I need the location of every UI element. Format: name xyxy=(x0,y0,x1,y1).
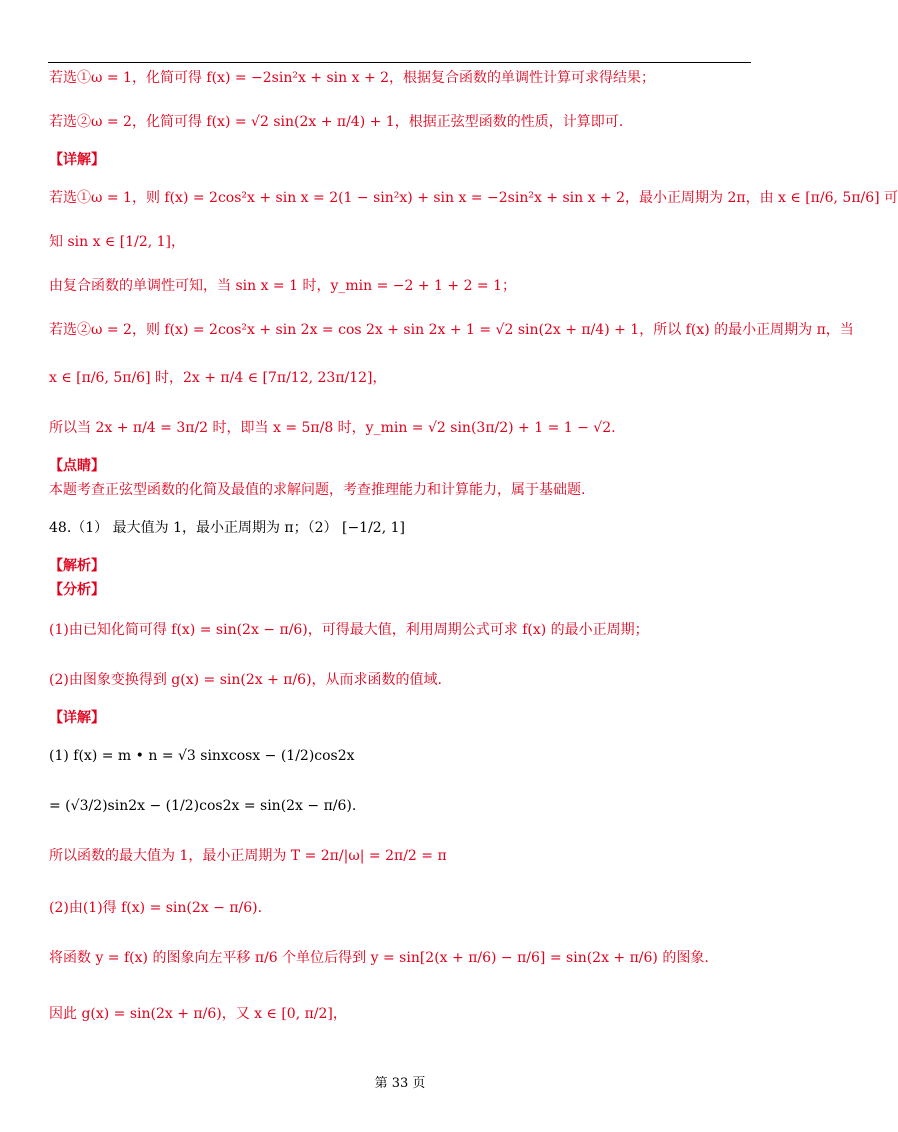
text-line: 知 sin x ∈ [1/2, 1]， xyxy=(49,234,186,250)
text-line: 所以当 2x + π/4 = 3π/2 时，即当 x = 5π/8 时，y_min = √2 sin(3π/2) + 1 = 1 − √2. xyxy=(49,420,616,436)
text-line: (2)由图象变换得到 g(x) = sin(2x + π/6)，从而求函数的值域. xyxy=(49,672,443,688)
text-line: (1)由已知化简可得 f(x) = sin(2x − π/6)，可得最大值，利用周期公式可求 f(x) 的最小正周期； xyxy=(49,622,649,638)
text-line: (2)由(1)得 f(x) = sin(2x − π/6). xyxy=(49,900,263,916)
section-heading: 【详解】 xyxy=(49,710,105,726)
section-heading: 【分析】 xyxy=(49,582,105,598)
text-line: (1) f(x) = m • n = √3 sinxcosx − (1/2)cos2x xyxy=(49,748,355,764)
section-heading: 【详解】 xyxy=(49,152,105,168)
text-line: 所以函数的最大值为 1，最小正周期为 T = 2π/|ω| = 2π/2 = π xyxy=(49,848,447,864)
text-line: 若选②ω = 2，化简可得 f(x) = √2 sin(2x + π/4) + 1，根据正弦型函数的性质，计算即可. xyxy=(49,114,624,130)
text-line: 若选②ω = 2，则 f(x) = 2cos²x + sin 2x = cos 2x + sin 2x + 1 = √2 sin(2x + π/4) + 1，所以 f(x) 的最小正周期为 π，当 xyxy=(49,322,854,338)
text-line: 本题考查正弦型函数的化简及最值的求解问题，考查推理能力和计算能力，属于基础题. xyxy=(49,482,586,498)
section-heading: 【解析】 xyxy=(49,558,105,574)
text-line: = (√3/2)sin2x − (1/2)cos2x = sin(2x − π/6). xyxy=(49,798,357,814)
text-line: 将函数 y = f(x) 的图象向左平移 π/6 个单位后得到 y = sin[2(x + π/6) − π/6] = sin(2x + π/6) 的图象. xyxy=(49,950,709,966)
text-line: 若选①ω = 1，则 f(x) = 2cos²x + sin x = 2(1 − sin²x) + sin x = −2sin²x + sin x + 2，最小正周期为 2π，由 x ∈ [π/6, 5π/6] 可 xyxy=(49,190,898,206)
text-line: x ∈ [π/6, 5π/6] 时，2x + π/4 ∈ [7π/12, 23π/12]， xyxy=(49,370,387,386)
text-line: 因此 g(x) = sin(2x + π/6)，又 x ∈ [0, π/2]， xyxy=(49,1006,347,1022)
answer-line: 48.（1） 最大值为 1，最小正周期为 π；（2） [−1/2, 1] xyxy=(49,520,405,536)
page-number: 第 33 页 xyxy=(374,1076,426,1091)
text-line: 若选①ω = 1，化简可得 f(x) = −2sin²x + sin x + 2，根据复合函数的单调性计算可求得结果； xyxy=(49,70,656,86)
header-rule xyxy=(48,62,751,63)
text-line: 由复合函数的单调性可知，当 sin x = 1 时，y_min = −2 + 1 + 2 = 1； xyxy=(49,278,517,294)
section-heading: 【点睛】 xyxy=(49,458,105,474)
